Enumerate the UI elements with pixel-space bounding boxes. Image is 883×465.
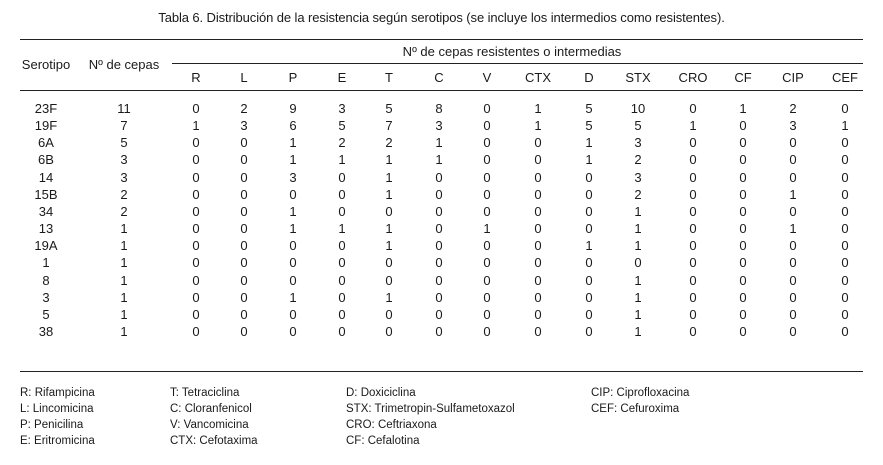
resistance-count-cell: 0: [435, 169, 443, 185]
n-cepas-cell: 1: [120, 323, 128, 339]
resistance-count-cell: 3: [289, 169, 297, 185]
resistance-count-cell: 1: [483, 221, 491, 237]
serotipo-cell: 19F: [34, 118, 58, 134]
resistance-count-cell: 0: [585, 289, 593, 305]
resistance-count-cell: 0: [789, 272, 797, 288]
resistance-count-cell: 0: [435, 221, 443, 237]
resistance-count-cell: 9: [289, 101, 297, 116]
resistance-count-cell: 0: [240, 255, 248, 271]
resistance-count-cell: 0: [789, 289, 797, 305]
resistance-count-cell: 0: [534, 186, 542, 202]
resistance-count-cell: 0: [789, 238, 797, 254]
resistance-count-cell: 7: [385, 118, 393, 134]
resistance-count-cell: 0: [689, 221, 697, 237]
n-cepas-cell: 3: [120, 152, 128, 168]
resistance-count-cell: 0: [192, 186, 200, 202]
resistance-count-cell: 5: [385, 101, 393, 116]
resistance-count-cell: 0: [841, 152, 849, 168]
header-antibiotic: E: [337, 70, 347, 85]
resistance-count-cell: 1: [385, 152, 393, 168]
resistance-count-cell: 0: [240, 203, 248, 219]
n-cepas-cell: 5: [120, 135, 128, 151]
serotipo-cell: 19A: [34, 238, 58, 254]
legend-item: D: Doxiciclina: [346, 387, 416, 399]
resistance-count-cell: 1: [634, 272, 642, 288]
resistance-count-cell: 0: [534, 203, 542, 219]
resistance-count-cell: 0: [240, 186, 248, 202]
resistance-count-cell: 0: [338, 238, 346, 254]
serotipo-cell: 3: [42, 289, 50, 305]
resistance-count-cell: 0: [289, 306, 297, 322]
resistance-count-cell: 0: [534, 272, 542, 288]
resistance-count-cell: 1: [634, 289, 642, 305]
resistance-count-cell: 0: [338, 203, 346, 219]
n-cepas-cell: 1: [120, 289, 128, 305]
resistance-count-cell: 0: [841, 186, 849, 202]
resistance-count-cell: 0: [338, 306, 346, 322]
resistance-count-cell: 0: [192, 221, 200, 237]
resistance-count-cell: 1: [289, 135, 297, 151]
resistance-count-cell: 0: [634, 255, 642, 271]
header-n-cepas: Nº de cepas: [88, 57, 160, 72]
header-antibiotic: CRO: [678, 70, 708, 85]
resistance-count-cell: 0: [240, 306, 248, 322]
resistance-count-cell: 0: [534, 169, 542, 185]
resistance-count-cell: 3: [240, 118, 248, 134]
resistance-count-cell: 0: [338, 272, 346, 288]
resistance-count-cell: 0: [789, 255, 797, 271]
legend-item: CTX: Cefotaxima: [170, 435, 258, 447]
resistance-count-cell: 0: [739, 272, 747, 288]
resistance-count-cell: 0: [483, 289, 491, 305]
header-antibiotic: D: [584, 70, 594, 85]
resistance-count-cell: 0: [483, 323, 491, 339]
resistance-count-cell: 0: [289, 238, 297, 254]
n-cepas-cell: 11: [117, 101, 131, 116]
resistance-count-cell: 0: [192, 101, 200, 116]
resistance-count-cell: 0: [841, 221, 849, 237]
header-serotipo: Serotipo: [21, 57, 71, 72]
header-antibiotic: T: [385, 70, 393, 85]
resistance-count-cell: 1: [534, 118, 542, 134]
resistance-count-cell: 2: [385, 135, 393, 151]
resistance-count-cell: 0: [240, 169, 248, 185]
resistance-count-cell: 0: [338, 289, 346, 305]
resistance-count-cell: 0: [240, 152, 248, 168]
resistance-count-cell: 0: [435, 203, 443, 219]
resistance-count-cell: 3: [634, 169, 642, 185]
resistance-count-cell: 0: [435, 186, 443, 202]
resistance-count-cell: 1: [789, 186, 797, 202]
header-antibiotic: L: [240, 70, 248, 85]
resistance-count-cell: 0: [483, 135, 491, 151]
resistance-count-cell: 0: [585, 203, 593, 219]
resistance-count-cell: 0: [435, 289, 443, 305]
n-cepas-cell: 1: [120, 238, 128, 254]
resistance-count-cell: 0: [689, 203, 697, 219]
resistance-count-cell: 0: [483, 101, 491, 116]
resistance-count-cell: 0: [739, 186, 747, 202]
resistance-count-cell: 0: [435, 306, 443, 322]
legend-item: CF: Cefalotina: [346, 435, 420, 447]
resistance-count-cell: 1: [289, 221, 297, 237]
resistance-count-cell: 0: [483, 152, 491, 168]
resistance-count-cell: 0: [338, 169, 346, 185]
legend-item: T: Tetraciclina: [170, 387, 240, 399]
resistance-count-cell: 1: [385, 238, 393, 254]
resistance-count-cell: 3: [634, 135, 642, 151]
resistance-count-cell: 0: [192, 152, 200, 168]
resistance-count-cell: 0: [689, 169, 697, 185]
resistance-count-cell: 0: [841, 289, 849, 305]
resistance-count-cell: 2: [789, 101, 797, 116]
resistance-count-cell: 0: [435, 255, 443, 271]
table-bottom-rule: [20, 371, 863, 372]
resistance-count-cell: 0: [483, 118, 491, 134]
resistance-count-cell: 0: [789, 152, 797, 168]
resistance-count-cell: 0: [585, 255, 593, 271]
resistance-count-cell: 0: [240, 238, 248, 254]
resistance-count-cell: 2: [240, 101, 248, 116]
resistance-count-cell: 0: [585, 306, 593, 322]
resistance-count-cell: 0: [289, 255, 297, 271]
resistance-count-cell: 0: [739, 306, 747, 322]
n-cepas-cell: 7: [120, 118, 128, 134]
serotipo-cell: 14: [38, 169, 54, 185]
serotipo-cell: 5: [42, 306, 50, 322]
resistance-count-cell: 0: [338, 323, 346, 339]
resistance-count-cell: 6: [289, 118, 297, 134]
resistance-count-cell: 2: [634, 186, 642, 202]
resistance-count-cell: 1: [634, 221, 642, 237]
resistance-count-cell: 0: [789, 203, 797, 219]
legend-item: CRO: Ceftriaxona: [346, 419, 437, 431]
resistance-count-cell: 0: [385, 272, 393, 288]
resistance-count-cell: 10: [630, 101, 646, 116]
resistance-count-cell: 0: [483, 169, 491, 185]
resistance-count-cell: 0: [689, 255, 697, 271]
resistance-count-cell: 1: [585, 135, 593, 151]
resistance-count-cell: 3: [435, 118, 443, 134]
resistance-count-cell: 1: [435, 135, 443, 151]
resistance-count-cell: 0: [739, 203, 747, 219]
resistance-count-cell: 0: [689, 289, 697, 305]
resistance-count-cell: 0: [841, 323, 849, 339]
resistance-count-cell: 0: [689, 272, 697, 288]
resistance-count-cell: 1: [789, 221, 797, 237]
resistance-count-cell: 1: [338, 221, 346, 237]
n-cepas-cell: 3: [120, 169, 128, 185]
resistance-count-cell: 1: [435, 152, 443, 168]
legend-item: STX: Trimetropin-Sulfametoxazol: [346, 403, 515, 415]
header-antibiotic: V: [482, 70, 492, 85]
resistance-count-cell: 0: [483, 255, 491, 271]
resistance-count-cell: 1: [385, 221, 393, 237]
resistance-count-cell: 0: [841, 203, 849, 219]
resistance-count-cell: 0: [338, 186, 346, 202]
resistance-count-cell: 0: [385, 306, 393, 322]
resistance-count-cell: 0: [689, 306, 697, 322]
serotipo-cell: 34: [38, 203, 54, 219]
header-bottom-rule: [20, 90, 863, 91]
header-antibiotic: CEF: [832, 70, 858, 85]
legend-item: P: Penicilina: [20, 419, 84, 431]
legend-item: C: Cloranfenicol: [170, 403, 252, 415]
resistance-count-cell: 0: [739, 221, 747, 237]
resistance-count-cell: 1: [689, 118, 697, 134]
resistance-count-cell: 1: [338, 152, 346, 168]
n-cepas-cell: 2: [120, 203, 128, 219]
resistance-count-cell: 3: [789, 118, 797, 134]
resistance-count-cell: 0: [338, 255, 346, 271]
resistance-count-cell: 0: [789, 135, 797, 151]
legend-item: V: Vancomicina: [170, 419, 249, 431]
legend-item: CEF: Cefuroxima: [591, 403, 680, 415]
resistance-count-cell: 0: [689, 238, 697, 254]
resistance-count-cell: 1: [634, 306, 642, 322]
resistance-count-cell: 0: [534, 289, 542, 305]
resistance-count-cell: 0: [240, 135, 248, 151]
resistance-count-cell: 0: [192, 323, 200, 339]
resistance-count-cell: 0: [385, 203, 393, 219]
header-antibiotic: CF: [734, 70, 752, 85]
resistance-count-cell: 0: [240, 221, 248, 237]
resistance-count-cell: 0: [192, 306, 200, 322]
serotipo-cell: 23F: [34, 101, 58, 116]
resistance-count-cell: 0: [385, 323, 393, 339]
resistance-count-cell: 5: [634, 118, 642, 134]
resistance-count-cell: 0: [585, 186, 593, 202]
resistance-count-cell: 0: [689, 152, 697, 168]
resistance-count-cell: 0: [585, 323, 593, 339]
resistance-count-cell: 1: [289, 289, 297, 305]
resistance-count-cell: 0: [192, 289, 200, 305]
resistance-count-cell: 0: [483, 272, 491, 288]
resistance-count-cell: 0: [192, 238, 200, 254]
resistance-count-cell: 0: [739, 238, 747, 254]
resistance-count-cell: 0: [739, 323, 747, 339]
legend-item: L: Lincomicina: [20, 403, 94, 415]
resistance-count-cell: 2: [634, 152, 642, 168]
resistance-count-cell: 0: [841, 255, 849, 271]
resistance-count-cell: 0: [240, 272, 248, 288]
resistance-count-cell: 0: [192, 272, 200, 288]
resistance-count-cell: 0: [534, 238, 542, 254]
resistance-count-cell: 1: [585, 238, 593, 254]
resistance-count-cell: 0: [483, 306, 491, 322]
serotipo-cell: 6A: [38, 135, 54, 151]
resistance-count-cell: 1: [289, 152, 297, 168]
resistance-count-cell: 0: [534, 323, 542, 339]
resistance-count-cell: 0: [739, 135, 747, 151]
resistance-count-cell: 0: [689, 101, 697, 116]
resistance-count-cell: 0: [841, 306, 849, 322]
serotipo-cell: 1: [42, 255, 50, 271]
resistance-count-cell: 0: [385, 255, 393, 271]
resistance-count-cell: 1: [841, 118, 849, 134]
resistance-count-cell: 0: [534, 221, 542, 237]
resistance-count-cell: 0: [585, 221, 593, 237]
group-underline: [172, 63, 863, 64]
serotipo-cell: 8: [42, 272, 50, 288]
resistance-count-cell: 0: [240, 289, 248, 305]
resistance-count-cell: 0: [534, 255, 542, 271]
table-caption: Tabla 6. Distribución de la resistencia según serotipos (se incluye los intermedios como resistentes).: [158, 10, 725, 25]
resistance-count-cell: 0: [841, 169, 849, 185]
n-cepas-cell: 1: [120, 255, 128, 271]
resistance-count-cell: 0: [192, 135, 200, 151]
resistance-count-cell: 0: [739, 152, 747, 168]
serotipo-cell: 13: [38, 221, 54, 237]
resistance-count-cell: 1: [385, 186, 393, 202]
n-cepas-cell: 1: [120, 221, 128, 237]
header-antibiotic: R: [191, 70, 201, 85]
resistance-count-cell: 8: [435, 101, 443, 116]
resistance-count-cell: 0: [289, 186, 297, 202]
resistance-count-cell: 5: [338, 118, 346, 134]
resistance-count-cell: 1: [385, 289, 393, 305]
resistance-count-cell: 0: [841, 135, 849, 151]
resistance-count-cell: 0: [689, 135, 697, 151]
resistance-count-cell: 0: [585, 169, 593, 185]
resistance-count-cell: 0: [192, 203, 200, 219]
n-cepas-cell: 2: [120, 186, 128, 202]
resistance-count-cell: 0: [739, 255, 747, 271]
n-cepas-cell: 1: [120, 272, 128, 288]
resistance-count-cell: 1: [385, 169, 393, 185]
resistance-count-cell: 0: [534, 152, 542, 168]
n-cepas-cell: 1: [120, 306, 128, 322]
resistance-count-cell: 5: [585, 101, 593, 116]
resistance-count-cell: 3: [338, 101, 346, 116]
resistance-count-cell: 0: [289, 323, 297, 339]
legend-item: E: Eritromicina: [20, 435, 95, 447]
header-antibiotic: P: [288, 70, 298, 85]
resistance-count-cell: 1: [739, 101, 747, 116]
resistance-count-cell: 0: [789, 323, 797, 339]
resistance-count-cell: 1: [634, 203, 642, 219]
legend-item: R: Rifampicina: [20, 387, 95, 399]
resistance-count-cell: 0: [192, 255, 200, 271]
header-group: Nº de cepas resistentes o intermedias: [402, 44, 622, 59]
serotipo-cell: 38: [38, 323, 54, 339]
serotipo-cell: 6B: [38, 152, 54, 168]
legend-item: CIP: Ciprofloxacina: [591, 387, 690, 399]
resistance-count-cell: 0: [689, 323, 697, 339]
resistance-count-cell: 1: [634, 323, 642, 339]
resistance-count-cell: 0: [841, 101, 849, 116]
resistance-count-cell: 1: [289, 203, 297, 219]
resistance-count-cell: 0: [435, 272, 443, 288]
resistance-count-cell: 0: [483, 186, 491, 202]
resistance-count-cell: 0: [841, 272, 849, 288]
resistance-count-cell: 0: [534, 135, 542, 151]
resistance-count-cell: 1: [585, 152, 593, 168]
resistance-count-cell: 0: [435, 323, 443, 339]
resistance-count-cell: 1: [192, 118, 200, 134]
serotipo-cell: 15B: [34, 186, 58, 202]
resistance-count-cell: 5: [585, 118, 593, 134]
resistance-count-cell: 0: [689, 186, 697, 202]
resistance-count-cell: 0: [739, 289, 747, 305]
resistance-count-cell: 0: [534, 306, 542, 322]
resistance-count-cell: 0: [739, 118, 747, 134]
header-antibiotic: CIP: [782, 70, 804, 85]
resistance-count-cell: 0: [585, 272, 593, 288]
resistance-count-cell: 1: [534, 101, 542, 116]
resistance-count-cell: 0: [789, 306, 797, 322]
resistance-count-cell: 0: [192, 169, 200, 185]
header-antibiotic: CTX: [525, 70, 551, 85]
top-rule: [20, 39, 863, 40]
resistance-count-cell: 0: [483, 203, 491, 219]
header-antibiotic: STX: [625, 70, 651, 85]
resistance-count-cell: 0: [739, 169, 747, 185]
resistance-count-cell: 1: [634, 238, 642, 254]
resistance-count-cell: 2: [338, 135, 346, 151]
resistance-count-cell: 0: [841, 238, 849, 254]
resistance-count-cell: 0: [483, 238, 491, 254]
resistance-count-cell: 0: [789, 169, 797, 185]
resistance-count-cell: 0: [435, 238, 443, 254]
resistance-count-cell: 0: [289, 272, 297, 288]
header-antibiotic: C: [434, 70, 444, 85]
resistance-count-cell: 0: [240, 323, 248, 339]
